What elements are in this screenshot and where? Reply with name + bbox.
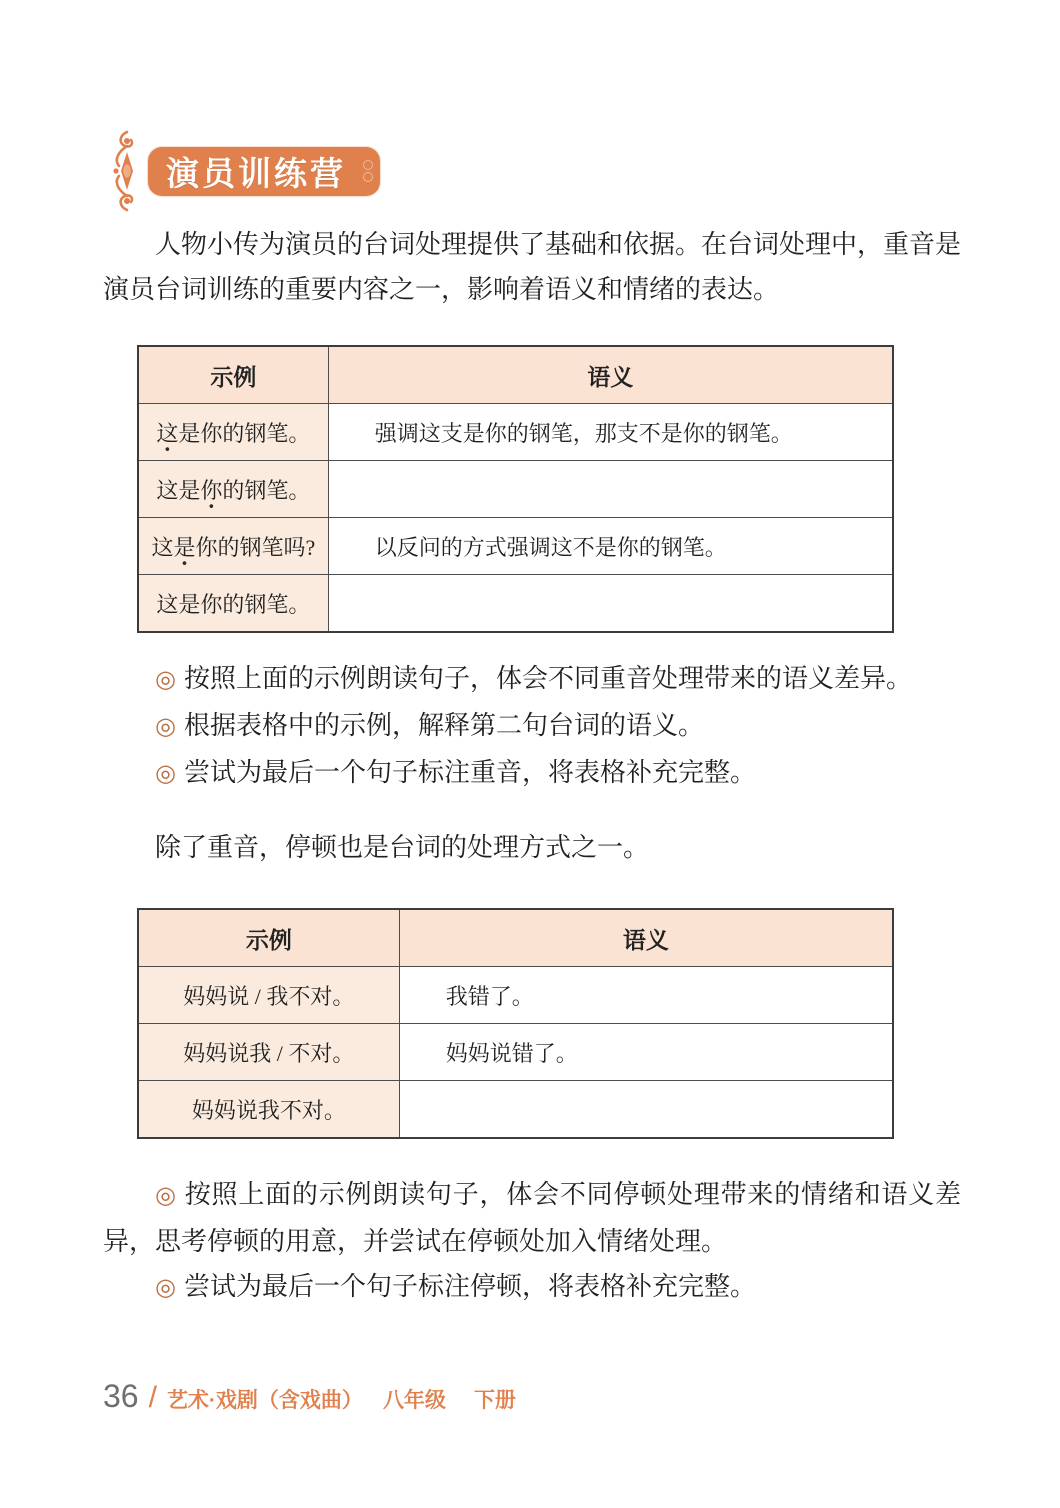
bullet-icon: ◎	[155, 667, 176, 693]
footer-separator: /	[148, 1381, 157, 1414]
example-cell: 妈妈说 / 我不对。	[138, 967, 399, 1024]
bullet-icon: ◎	[155, 1275, 176, 1301]
banner-pill	[148, 147, 380, 196]
page-number: 36	[103, 1378, 139, 1414]
table-row	[138, 1081, 893, 1139]
table-header-row	[138, 346, 893, 404]
task-item	[103, 1172, 961, 1264]
section-title: 演员训练营	[166, 154, 346, 192]
meaning-cell: 妈妈说错了。	[399, 1024, 893, 1081]
header-cell-meaning: 语义	[328, 346, 893, 404]
table-row	[138, 404, 893, 461]
task-text: 尝试为最后一个句子标注重音，将表格补充完整。	[183, 758, 756, 787]
task-text: 根据表格中的示例，解释第二句台词的语义。	[183, 711, 704, 740]
example-text: 的钢笔。	[222, 477, 311, 503]
book-grade: 八年级	[382, 1389, 446, 1412]
table-row	[138, 1024, 893, 1081]
meaning-cell: 我错了。	[399, 967, 893, 1024]
pause-table	[137, 908, 894, 1139]
example-cell: 妈妈说我不对。	[138, 1081, 399, 1139]
book-title: 艺术·戏剧（含戏曲）	[166, 1389, 363, 1412]
example-text: 你的钢笔吗?	[195, 534, 316, 560]
task-item	[103, 703, 961, 750]
stress-table	[137, 345, 894, 633]
bullet-icon: ◎	[155, 714, 176, 740]
bullet-icon: ◎	[155, 761, 176, 787]
page-footer	[103, 1378, 516, 1415]
task-item	[103, 750, 961, 797]
task-item	[103, 1264, 961, 1311]
emphasized-char: 你	[200, 477, 223, 503]
header-cell-example: 示例	[138, 909, 399, 967]
task-item	[103, 656, 961, 703]
pause-task-list	[103, 1172, 961, 1311]
emphasized-char: 是	[173, 534, 196, 560]
example-cell	[138, 404, 328, 461]
bullet-icon: ◎	[155, 1183, 177, 1209]
table-row	[138, 461, 893, 518]
intro-paragraph: 人物小传为演员的台词处理提供了基础和依据。在台词处理中，重音是演员台词训练的重要内容之一，影响着语义和情绪的表达。	[103, 230, 962, 304]
task-text: 尝试为最后一个句子标注停顿，将表格补充完整。	[183, 1272, 756, 1301]
example-cell	[138, 461, 328, 518]
meaning-cell	[328, 575, 893, 633]
header-cell-meaning: 语义	[399, 909, 893, 967]
pause-paragraph: 除了重音，停顿也是台词的处理方式之一。	[155, 833, 650, 862]
example-text: 这是你的钢笔。	[156, 591, 311, 617]
meaning-cell	[399, 1081, 893, 1139]
table-row	[138, 575, 893, 633]
stress-task-list	[103, 656, 961, 797]
emphasized-char: 这	[156, 420, 179, 446]
example-cell: 妈妈说我 / 不对。	[138, 1024, 399, 1081]
task-text: 按照上面的示例朗读句子，体会不同停顿处理带来的情绪和语义差异，思考停顿的用意，并尝试在停顿处加入情绪处理。	[103, 1180, 961, 1256]
meaning-cell: 强调这支是你的钢笔，那支不是你的钢笔。	[328, 404, 893, 461]
header-cell-example: 示例	[138, 346, 328, 404]
banner-motif-icon	[363, 158, 373, 184]
section-banner	[104, 126, 380, 216]
table-header-row	[138, 909, 893, 967]
example-cell	[138, 575, 328, 633]
example-text: 这	[151, 534, 174, 560]
flourish-icon	[104, 126, 150, 216]
example-text: 是你的钢笔。	[178, 420, 311, 446]
meaning-cell: 以反问的方式强调这不是你的钢笔。	[328, 518, 893, 575]
example-text: 这是	[156, 477, 201, 503]
meaning-cell	[328, 461, 893, 518]
example-cell	[138, 518, 328, 575]
task-text: 按照上面的示例朗读句子，体会不同重音处理带来的语义差异。	[183, 664, 912, 693]
book-volume: 下册	[473, 1389, 516, 1412]
table-row	[138, 967, 893, 1024]
table-row	[138, 518, 893, 575]
